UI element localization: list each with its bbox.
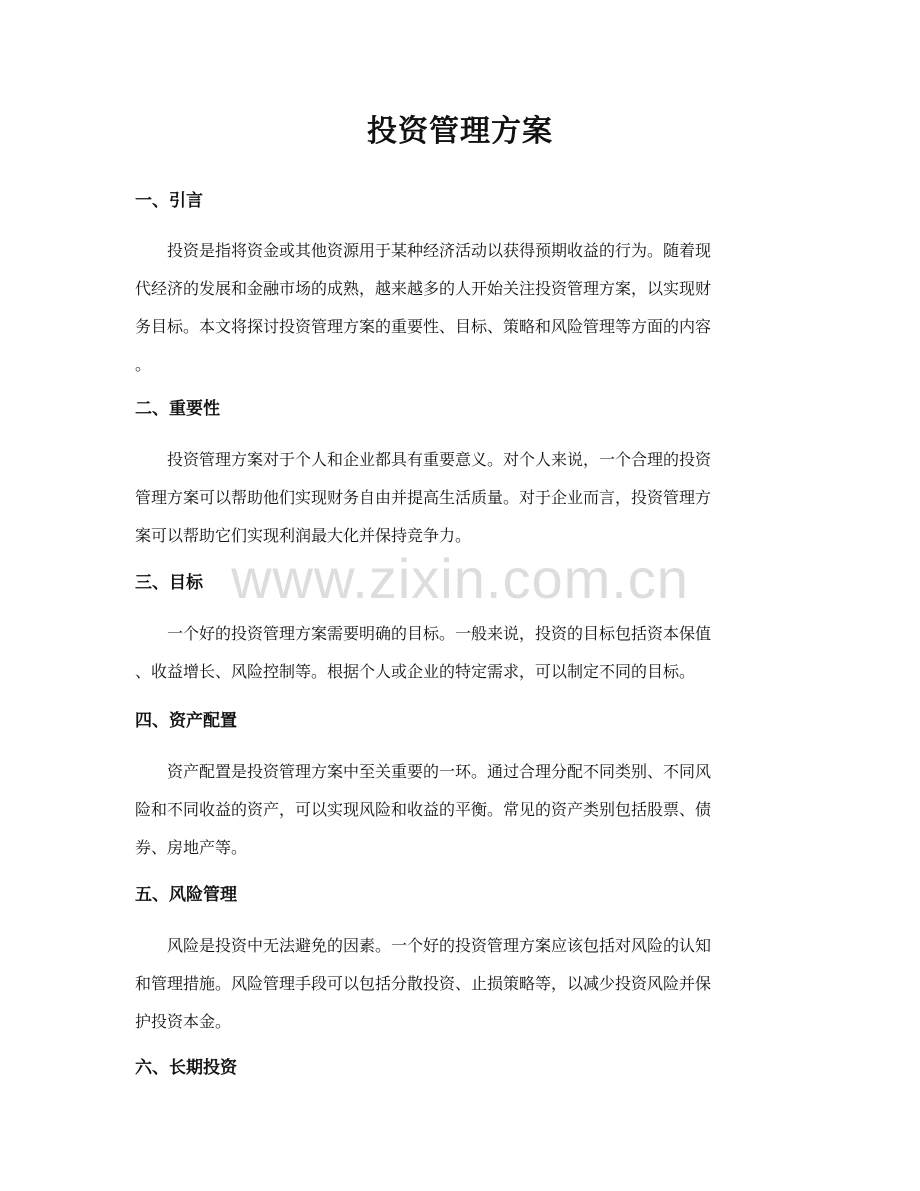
section-paragraph-risk-management	[135, 927, 787, 1041]
paragraph-line: 投资是指将资金或其他资源用于某种经济活动以获得预期收益的行为。随着现	[167, 241, 712, 260]
paragraph-line: 券、房地产等。	[135, 838, 248, 857]
section-paragraph-asset-allocation	[135, 753, 787, 867]
paragraph-line: 、收益增长、风险控制等。根据个人或企业的特定需求，可以制定不同的目标。	[135, 662, 696, 681]
section-heading-risk-management: 五、风险管理	[135, 885, 237, 905]
paragraph-line: 管理方案可以帮助他们实现财务自由并提高生活质量。对于企业而言，投资管理方	[135, 488, 712, 507]
paragraph-line: 资产配置是投资管理方案中至关重要的一环。通过合理分配不同类别、不同风	[167, 762, 712, 781]
paragraph-line: 风险是投资中无法避免的因素。一个好的投资管理方案应该包括对风险的认知	[167, 936, 712, 955]
section-paragraph-introduction	[135, 232, 787, 384]
section-paragraph-goals	[135, 615, 787, 691]
paragraph-line: 和管理措施。风险管理手段可以包括分散投资、止损策略等，以减少投资风险并保	[135, 974, 712, 993]
paragraph-line: 护投资本金。	[135, 1012, 232, 1031]
section-heading-importance: 二、重要性	[135, 399, 220, 419]
section-paragraph-importance	[135, 441, 787, 555]
paragraph-line: 案可以帮助它们实现利润最大化并保持竞争力。	[135, 526, 472, 545]
section-heading-introduction: 一、引言	[135, 191, 203, 211]
paragraph-line: 务目标。本文将探讨投资管理方案的重要性、目标、策略和风险管理等方面的内容	[135, 317, 712, 336]
document-title: 投资管理方案	[367, 114, 553, 149]
paragraph-line: 险和不同收益的资产，可以实现风险和收益的平衡。常见的资产类别包括股票、债	[135, 800, 712, 819]
section-heading-long-term-investment: 六、长期投资	[135, 1058, 237, 1078]
paragraph-line: 投资管理方案对于个人和企业都具有重要意义。对个人来说，一个合理的投资	[167, 450, 712, 469]
paragraph-line: 。	[135, 355, 152, 374]
section-heading-asset-allocation: 四、资产配置	[135, 711, 237, 731]
watermark: www.zixin.com.cn	[231, 547, 689, 610]
paragraph-line: 一个好的投资管理方案需要明确的目标。一般来说，投资的目标包括资本保值	[167, 624, 712, 643]
paragraph-line: 代经济的发展和金融市场的成熟，越来越多的人开始关注投资管理方案，以实现财	[135, 279, 712, 298]
section-heading-goals: 三、目标	[135, 573, 203, 593]
